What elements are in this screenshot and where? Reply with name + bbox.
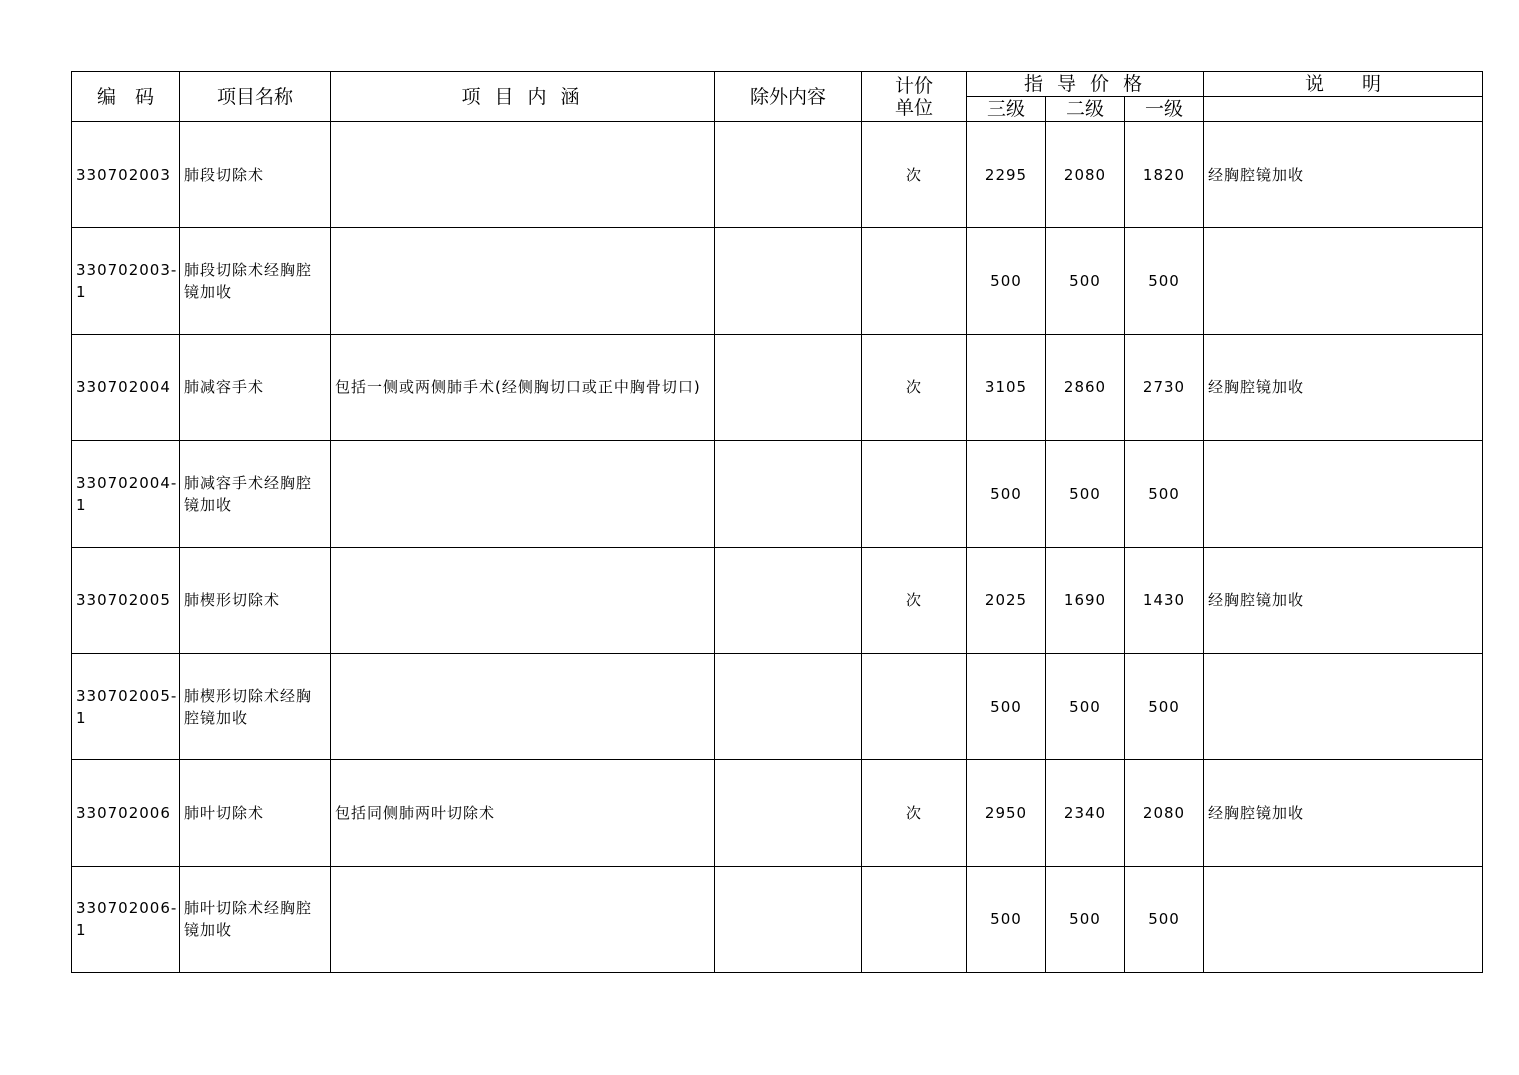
cell-note: 经胸腔镜加收 xyxy=(1204,760,1483,866)
cell-name: 肺减容手术 xyxy=(180,334,331,440)
cell-note: 经胸腔镜加收 xyxy=(1204,547,1483,653)
cell-code: 330702006-1 xyxy=(72,866,180,972)
cell-name: 肺楔形切除术 xyxy=(180,547,331,653)
cell-code: 330702003 xyxy=(72,122,180,228)
cell-excluded xyxy=(715,441,862,547)
cell-level1: 500 xyxy=(1125,228,1204,334)
cell-unit xyxy=(862,228,967,334)
cell-unit: 次 xyxy=(862,760,967,866)
cell-level1: 1430 xyxy=(1125,547,1204,653)
cell-level1: 500 xyxy=(1125,653,1204,759)
cell-level2: 2080 xyxy=(1046,122,1125,228)
cell-level3: 2295 xyxy=(967,122,1046,228)
cell-code: 330702004-1 xyxy=(72,441,180,547)
cell-unit xyxy=(862,441,967,547)
cell-name: 肺楔形切除术经胸腔镜加收 xyxy=(180,653,331,759)
table-row xyxy=(72,334,1483,440)
cell-level3: 500 xyxy=(967,653,1046,759)
cell-name: 肺段切除术经胸腔镜加收 xyxy=(180,228,331,334)
header-unit-line1: 计价 xyxy=(894,74,933,97)
table-header xyxy=(72,72,1483,122)
cell-excluded xyxy=(715,122,862,228)
cell-note xyxy=(1204,653,1483,759)
cell-level3: 500 xyxy=(967,441,1046,547)
cell-code: 330702005-1 xyxy=(72,653,180,759)
cell-unit xyxy=(862,866,967,972)
cell-name: 肺叶切除术经胸腔镜加收 xyxy=(180,866,331,972)
cell-level3: 2025 xyxy=(967,547,1046,653)
cell-note xyxy=(1204,228,1483,334)
cell-level2: 500 xyxy=(1046,441,1125,547)
cell-level1: 2730 xyxy=(1125,334,1204,440)
cell-excluded xyxy=(715,547,862,653)
table-row xyxy=(72,653,1483,759)
cell-level1: 1820 xyxy=(1125,122,1204,228)
header-level1: 一级 xyxy=(1125,97,1204,122)
cell-content xyxy=(331,547,715,653)
header-unit-line2: 单位 xyxy=(894,96,933,119)
cell-content: 包括同侧肺两叶切除术 xyxy=(331,760,715,866)
cell-content xyxy=(331,866,715,972)
header-level3: 三级 xyxy=(967,97,1046,122)
cell-excluded xyxy=(715,334,862,440)
cell-note xyxy=(1204,441,1483,547)
price-table xyxy=(71,71,1483,973)
table-row xyxy=(72,441,1483,547)
header-unit xyxy=(862,72,967,122)
cell-level2: 500 xyxy=(1046,866,1125,972)
cell-unit: 次 xyxy=(862,334,967,440)
header-name: 项目名称 xyxy=(180,72,331,122)
cell-level1: 500 xyxy=(1125,866,1204,972)
cell-note xyxy=(1204,866,1483,972)
header-excluded: 除外内容 xyxy=(715,72,862,122)
header-note-sub xyxy=(1204,97,1483,122)
cell-name: 肺减容手术经胸腔镜加收 xyxy=(180,441,331,547)
cell-content xyxy=(331,653,715,759)
table-row xyxy=(72,760,1483,866)
table-row xyxy=(72,866,1483,972)
cell-code: 330702004 xyxy=(72,334,180,440)
cell-content xyxy=(331,441,715,547)
cell-unit: 次 xyxy=(862,122,967,228)
cell-note: 经胸腔镜加收 xyxy=(1204,122,1483,228)
cell-level2: 1690 xyxy=(1046,547,1125,653)
cell-unit: 次 xyxy=(862,547,967,653)
table-row xyxy=(72,547,1483,653)
cell-excluded xyxy=(715,228,862,334)
header-price-group: 指 导 价 格 xyxy=(967,72,1204,97)
table-row xyxy=(72,122,1483,228)
cell-level2: 2860 xyxy=(1046,334,1125,440)
cell-level1: 2080 xyxy=(1125,760,1204,866)
cell-level2: 2340 xyxy=(1046,760,1125,866)
header-level2: 二级 xyxy=(1046,97,1125,122)
cell-unit xyxy=(862,653,967,759)
header-note: 说 明 xyxy=(1204,72,1483,97)
cell-content xyxy=(331,228,715,334)
cell-level2: 500 xyxy=(1046,653,1125,759)
cell-name: 肺叶切除术 xyxy=(180,760,331,866)
cell-code: 330702003-1 xyxy=(72,228,180,334)
header-code: 编 码 xyxy=(72,72,180,122)
cell-level1: 500 xyxy=(1125,441,1204,547)
cell-code: 330702006 xyxy=(72,760,180,866)
table-row xyxy=(72,228,1483,334)
cell-excluded xyxy=(715,760,862,866)
cell-name: 肺段切除术 xyxy=(180,122,331,228)
cell-level3: 3105 xyxy=(967,334,1046,440)
cell-code: 330702005 xyxy=(72,547,180,653)
cell-excluded xyxy=(715,866,862,972)
cell-content xyxy=(331,122,715,228)
cell-content: 包括一侧或两侧肺手术(经侧胸切口或正中胸骨切口) xyxy=(331,334,715,440)
table-body xyxy=(72,122,1483,973)
cell-level3: 2950 xyxy=(967,760,1046,866)
cell-level2: 500 xyxy=(1046,228,1125,334)
cell-level3: 500 xyxy=(967,228,1046,334)
cell-excluded xyxy=(715,653,862,759)
header-content: 项 目 内 涵 xyxy=(331,72,715,122)
cell-level3: 500 xyxy=(967,866,1046,972)
cell-note: 经胸腔镜加收 xyxy=(1204,334,1483,440)
